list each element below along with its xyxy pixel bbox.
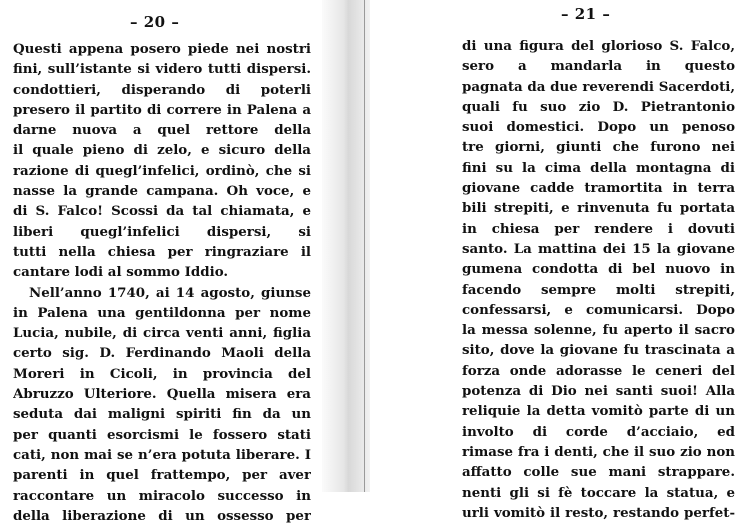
text-line: sito, dove la giovane fu trascinata a (462, 342, 735, 359)
text-line: gumena condotta di bel nuovo in (462, 261, 735, 278)
text-line: nasse la grande campana. Oh voce, e (13, 183, 311, 200)
text-line: certo sig. D. Ferdinando Maoli della (13, 345, 311, 362)
text-line: Moreri in Cicoli, in provincia del (13, 365, 311, 382)
text-line: in chiesa per rendere i dovuti (462, 220, 735, 237)
page-number: – 21 – (561, 5, 611, 23)
text-line: condottieri, disperando di poterli (13, 81, 311, 98)
right-page (370, 0, 750, 521)
text-line: confessarsi, e comunicarsi. Dopo (462, 301, 735, 318)
text-line: razione di quegl’infelici, ordinò, che si (13, 162, 311, 179)
text-line: Lucia, nubile, di circa venti anni, figlia (13, 325, 311, 342)
text-line: Nell’anno 1740, ai 14 agosto, giunse (29, 284, 311, 301)
text-line: di una figura del glorioso S. Falco, (462, 38, 735, 54)
left-page-text (13, 39, 311, 526)
text-line: potenza di Dio nei santi suoi! Alla (462, 383, 735, 400)
text-line: involto di corde d’acciaio, ed (462, 423, 735, 440)
text-line: suoi domestici. Dopo un penoso (462, 119, 735, 136)
book-gutter (322, 0, 370, 492)
right-page-text (462, 36, 735, 523)
text-line: Questi appena posero piede nei nostri (13, 41, 311, 57)
text-line: tre giorni, giunti che furono nei (462, 139, 735, 156)
text-line: forza onde adorasse le ceneri del (462, 362, 735, 379)
text-line: Abruzzo Ulteriore. Quella misera era (13, 386, 311, 403)
page-divider (364, 0, 365, 492)
left-page (0, 0, 322, 524)
text-line: reliquie la detta vomitò parte di un (462, 403, 735, 420)
text-line: di S. Falco! Scossi da tal chiamata, e (13, 203, 311, 220)
text-line: cati, non mai se n’era potuta liberare. I (13, 446, 311, 463)
text-line: in Palena una gentildonna per nome (13, 304, 311, 321)
text-line: cantare lodi al sommo Iddio. (13, 264, 229, 281)
text-line: santo. La mattina dei 15 la giovane (462, 240, 735, 257)
text-line: darne nuova a quel rettore della (13, 122, 311, 139)
text-line: sero a mandarla in questo (462, 58, 735, 75)
text-line: bili strepiti, e rinvenuta fu portata (462, 200, 735, 217)
text-line: fini, sull’istante si videro tutti dispersi. (13, 61, 311, 78)
text-line: tutti nella chiesa per ringraziare il (13, 243, 311, 260)
text-line: seduta dai maligni spiriti fin da un (13, 406, 311, 423)
text-line: raccontare un miracolo successo in (13, 487, 311, 504)
text-line: nenti gli si fè toccare la statua, e (462, 484, 735, 501)
text-line: presero il partito di correre in Palena a (13, 101, 311, 118)
text-line: per quanti esorcismi le fossero stati (13, 426, 311, 443)
text-line: affatto colle sue mani strappare. (462, 464, 735, 481)
text-line: pagnata da due reverendi Sacerdoti, (462, 78, 735, 95)
text-line: il quale pieno di zelo, e sicuro della (13, 142, 311, 159)
text-line: la messa solenne, fu aperto il sacro (462, 322, 735, 339)
text-line: parenti in quel frattempo, per aver (13, 467, 311, 484)
text-line: fini su la cima della montagna di (462, 159, 735, 176)
text-line: rimase fra i denti, che il suo zio non (462, 443, 735, 460)
text-line: liberi quegl’infelici dispersi, si (13, 223, 311, 240)
page-number: – 20 – (130, 13, 180, 31)
text-line: facendo sempre molti strepiti, (462, 281, 735, 298)
text-line: quali fu suo zio D. Pietrantonio (462, 98, 735, 115)
text-line: della liberazione di un ossesso per (13, 507, 311, 524)
text-line: giovane cadde tramortita in terra (462, 180, 735, 197)
text-line: urli vomitò il resto, restando perfet- (462, 504, 735, 521)
